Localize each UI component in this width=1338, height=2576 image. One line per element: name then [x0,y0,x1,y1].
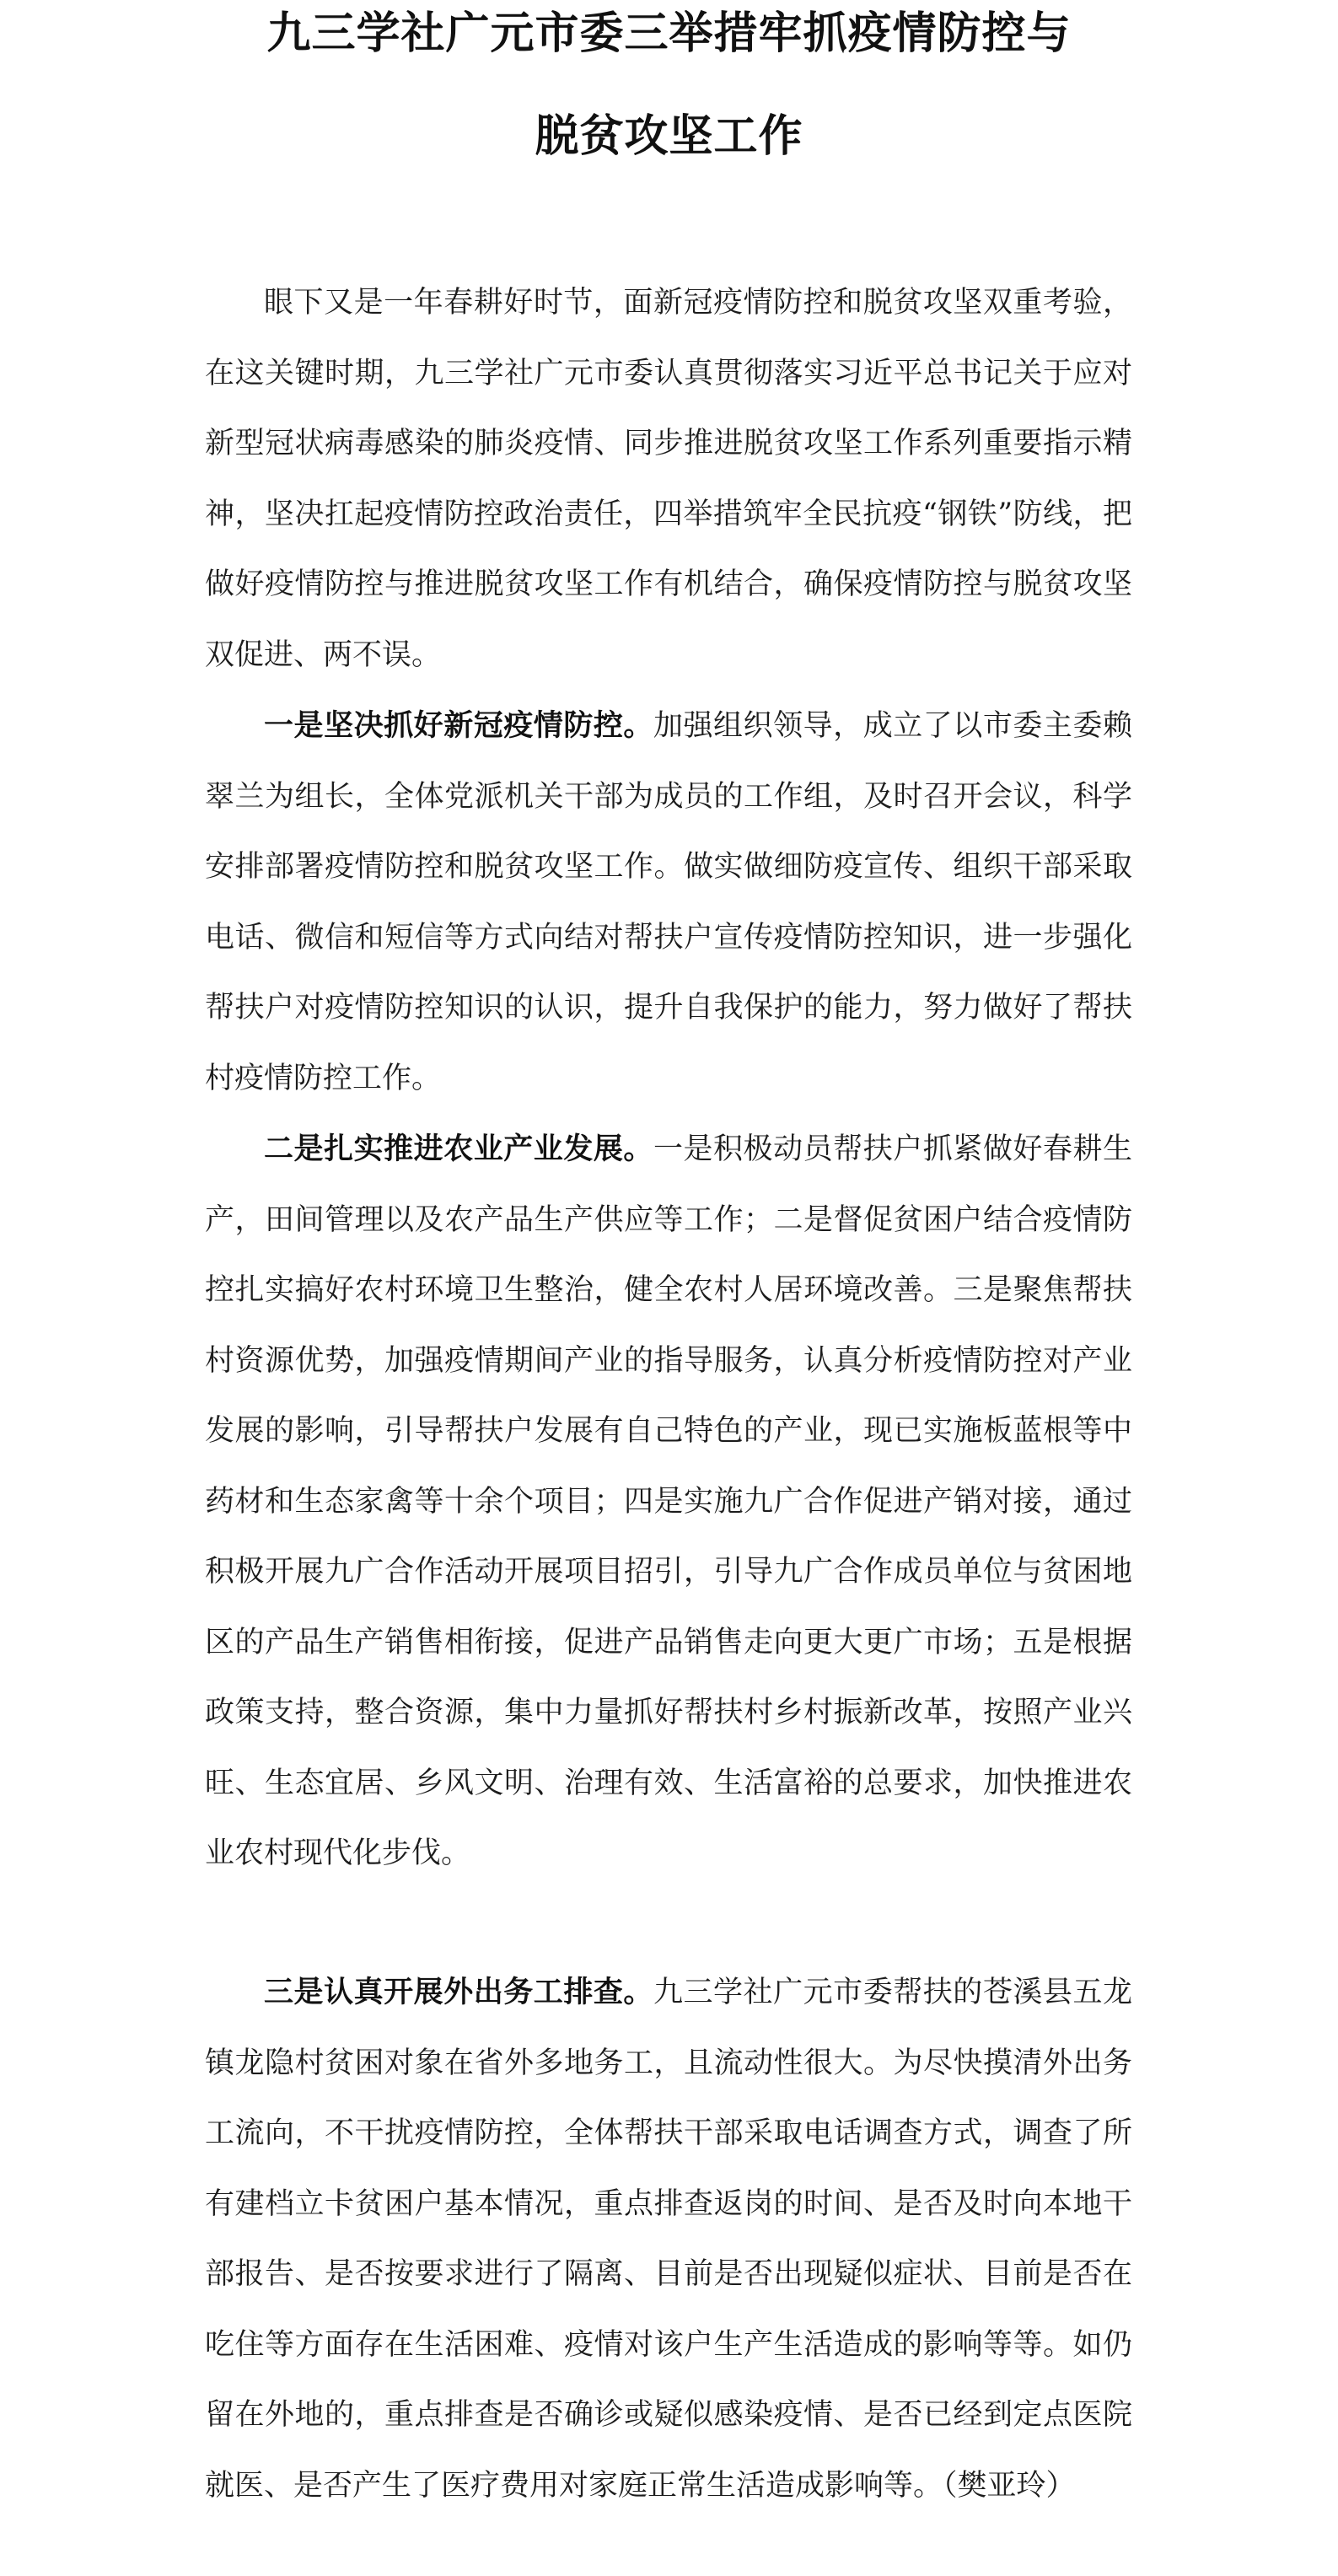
paragraph-intro [205,268,1132,691]
paragraph-text [205,1958,1132,2521]
paragraph-body: 眼下又是一年春耕好时节，面新冠疫情防控和脱贫攻坚双重考验，在这关键时期，九三学社广元市委认真贯彻落实习近平总书记关于应对新型冠状病毒感染的肺炎疫情、同步推进脱贫攻坚工作系列重要指示精神，坚决扛起疫情防控政治责任，四举措筑牢全民抗疫“钢铁”防线，把做好疫情防控与推进脱贫攻坚工作有机结合，确保疫情防控与脱贫攻坚双促进、两不误。 [205,286,1132,672]
paragraph-lead: 一是坚决抓好新冠疫情防控。 [264,709,653,743]
paragraph-body: 加强组织领导，成立了以市委主委赖翠兰为组长，全体党派机关干部为成员的工作组，及时召开会议，科学安排部署疫情防控和脱贫攻坚工作。做实做细防疫宣传、组织干部采取电话、微信和短信等方式向结对帮扶户宣传疫情防控知识，进一步强化帮扶户对疫情防控知识的认识，提升自我保护的能力，努力做好了帮扶村疫情防控工作。 [205,709,1132,1095]
paragraph-epidemic-control [205,691,1132,1114]
paragraph-body: 九三学社广元市委帮扶的苍溪县五龙镇龙隐村贫困对象在省外多地务工，且流动性很大。为尽快摸清外出务工流向，不干扰疫情防控，全体帮扶干部采取电话调查方式，调查了所有建档立卡贫困户基本情况，重点排查返岗的时间、是否及时向本地干部报告、是否按要求进行了隔离、目前是否出现疑似症状、目前是否在吃住等方面存在生活困难、疫情对该户生产生活造成的影响等等。如仍留在外地的，重点排查是否确诊或疑似感染疫情、是否已经到定点医院就医、是否产生了医疗费用对家庭正常生活造成影响等。（樊亚玲） [205,1976,1132,2503]
document-title-line-1: 九三学社广元市委三举措牢抓疫情防控与 [266,8,1072,59]
paragraph-body: 一是积极动员帮扶户抓紧做好春耕生产，田间管理以及农产品生产供应等工作；二是督促贫困户结合疫情防控扎实搞好农村环境卫生整治，健全农村人居环境改善。三是聚焦帮扶村资源优势，加强疫情期间产业的指导服务，认真分析疫情防控对产业发展的影响，引导帮扶户发展有自己特色的产业，现已实施板蓝根等中药材和生态家禽等十余个项目；四是实施九广合作促进产销对接，通过积极开展九广合作活动开展项目招引，引导九广合作成员单位与贫困地区的产品生产销售相衔接，促进产品销售走向更大更广市场；五是根据政策支持，整合资源，集中力量抓好帮扶村乡村振新改革，按照产业兴旺、生态宜居、乡风文明、治理有效、生活富裕的总要求，加快推进农业农村现代化步伐。 [205,1132,1132,1870]
paragraph-lead: 二是扎实推进农业产业发展。 [264,1132,653,1166]
paragraph-lead: 三是认真开展外出务工排查。 [264,1976,653,2009]
paragraph-migrant-workers [205,1958,1132,2521]
paragraph-text [205,691,1132,1114]
paragraph-agriculture [205,1115,1132,1890]
document-title-line-2: 脱贫攻坚工作 [535,111,803,162]
paragraph-text [205,268,1132,691]
paragraph-text [205,1115,1132,1890]
